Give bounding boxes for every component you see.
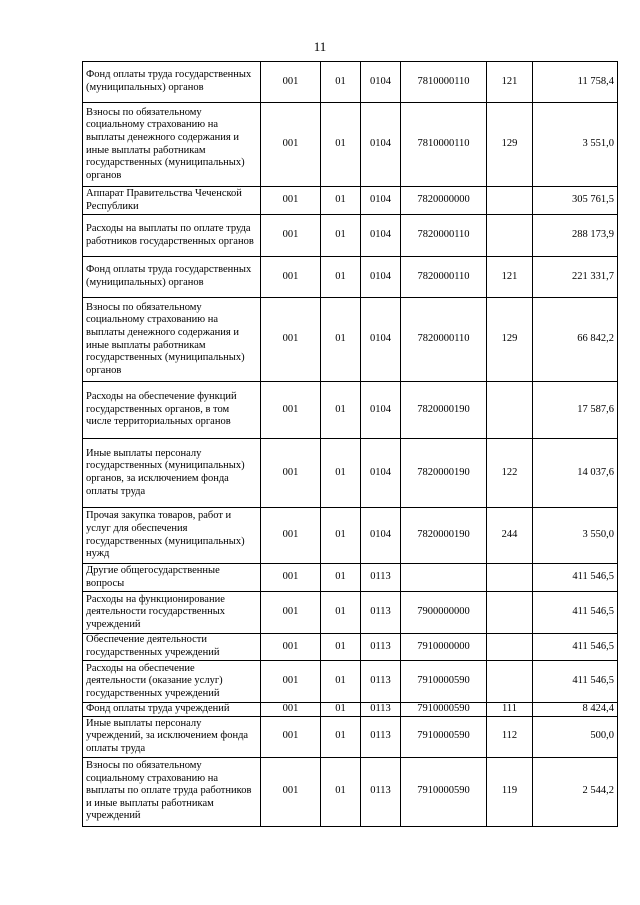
budget-table bbox=[82, 61, 618, 827]
cell-rz: 01 bbox=[321, 439, 361, 508]
cell-csr: 7910000000 bbox=[401, 634, 487, 661]
cell-csr: 7910000590 bbox=[401, 703, 487, 717]
cell-vr: 121 bbox=[487, 62, 533, 103]
cell-name: Взносы по обязательному социальному страхованию на выплаты по оплате труда работников и иные выплаты работникам учреждений bbox=[83, 757, 261, 826]
cell-name: Иные выплаты персоналу учреждений, за исключением фонда оплаты труда bbox=[83, 716, 261, 757]
cell-pr: 0113 bbox=[361, 757, 401, 826]
cell-pr: 0113 bbox=[361, 592, 401, 634]
table-row bbox=[83, 103, 618, 187]
cell-vr: 119 bbox=[487, 757, 533, 826]
cell-pr: 0113 bbox=[361, 703, 401, 717]
cell-pr: 0113 bbox=[361, 564, 401, 592]
table-row bbox=[83, 62, 618, 103]
table-row bbox=[83, 703, 618, 717]
cell-glava: 001 bbox=[261, 382, 321, 439]
cell-sum: 11 758,4 bbox=[533, 62, 618, 103]
cell-sum: 66 842,2 bbox=[533, 298, 618, 382]
cell-rz: 01 bbox=[321, 187, 361, 215]
table-row bbox=[83, 439, 618, 508]
cell-name: Аппарат Правительства Чеченской Республики bbox=[83, 187, 261, 215]
cell-rz: 01 bbox=[321, 757, 361, 826]
cell-rz: 01 bbox=[321, 703, 361, 717]
cell-csr: 7910000590 bbox=[401, 757, 487, 826]
cell-pr: 0104 bbox=[361, 103, 401, 187]
table-row bbox=[83, 508, 618, 564]
cell-glava: 001 bbox=[261, 439, 321, 508]
table-row bbox=[83, 382, 618, 439]
cell-csr: 7910000590 bbox=[401, 716, 487, 757]
cell-rz: 01 bbox=[321, 215, 361, 257]
cell-csr: 7820000110 bbox=[401, 298, 487, 382]
cell-sum: 8 424,4 bbox=[533, 703, 618, 717]
cell-csr: 7820000110 bbox=[401, 257, 487, 298]
cell-sum: 17 587,6 bbox=[533, 382, 618, 439]
cell-glava: 001 bbox=[261, 62, 321, 103]
cell-glava: 001 bbox=[261, 592, 321, 634]
cell-vr: 111 bbox=[487, 703, 533, 717]
cell-rz: 01 bbox=[321, 508, 361, 564]
cell-pr: 0113 bbox=[361, 661, 401, 703]
cell-sum: 2 544,2 bbox=[533, 757, 618, 826]
cell-name: Расходы на обеспечение функций государственных органов, в том числе территориальных органов bbox=[83, 382, 261, 439]
table-row bbox=[83, 298, 618, 382]
cell-sum: 288 173,9 bbox=[533, 215, 618, 257]
cell-csr: 7900000000 bbox=[401, 592, 487, 634]
cell-name: Расходы на выплаты по оплате труда работников государственных органов bbox=[83, 215, 261, 257]
table-row bbox=[83, 592, 618, 634]
cell-vr bbox=[487, 382, 533, 439]
cell-csr: 7820000110 bbox=[401, 215, 487, 257]
cell-sum: 3 550,0 bbox=[533, 508, 618, 564]
cell-rz: 01 bbox=[321, 634, 361, 661]
cell-pr: 0104 bbox=[361, 62, 401, 103]
cell-pr: 0104 bbox=[361, 187, 401, 215]
cell-vr: 121 bbox=[487, 257, 533, 298]
cell-name: Другие общегосударственные вопросы bbox=[83, 564, 261, 592]
table-row bbox=[83, 187, 618, 215]
cell-name: Взносы по обязательному социальному страхованию на выплаты денежного содержания и иные выплаты работникам государственных (муниципальных) органов bbox=[83, 298, 261, 382]
cell-glava: 001 bbox=[261, 716, 321, 757]
cell-sum: 221 331,7 bbox=[533, 257, 618, 298]
cell-csr: 7820000000 bbox=[401, 187, 487, 215]
cell-glava: 001 bbox=[261, 564, 321, 592]
cell-name: Обеспечение деятельности государственных учреждений bbox=[83, 634, 261, 661]
cell-rz: 01 bbox=[321, 298, 361, 382]
cell-rz: 01 bbox=[321, 382, 361, 439]
cell-pr: 0113 bbox=[361, 716, 401, 757]
table-row bbox=[83, 757, 618, 826]
cell-rz: 01 bbox=[321, 257, 361, 298]
cell-vr bbox=[487, 634, 533, 661]
cell-glava: 001 bbox=[261, 298, 321, 382]
cell-vr: 112 bbox=[487, 716, 533, 757]
cell-csr: 7820000190 bbox=[401, 382, 487, 439]
cell-glava: 001 bbox=[261, 661, 321, 703]
cell-vr bbox=[487, 592, 533, 634]
cell-vr: 129 bbox=[487, 103, 533, 187]
cell-vr bbox=[487, 187, 533, 215]
table-row bbox=[83, 634, 618, 661]
cell-pr: 0104 bbox=[361, 257, 401, 298]
cell-pr: 0104 bbox=[361, 215, 401, 257]
cell-rz: 01 bbox=[321, 716, 361, 757]
cell-glava: 001 bbox=[261, 215, 321, 257]
table-body bbox=[83, 62, 618, 827]
cell-rz: 01 bbox=[321, 62, 361, 103]
cell-glava: 001 bbox=[261, 757, 321, 826]
cell-name: Фонд оплаты труда государственных (муниципальных) органов bbox=[83, 257, 261, 298]
cell-name: Взносы по обязательному социальному страхованию на выплаты денежного содержания и иные выплаты работникам государственных (муниципальных) органов bbox=[83, 103, 261, 187]
cell-name: Прочая закупка товаров, работ и услуг для обеспечения государственных (муниципальных) нужд bbox=[83, 508, 261, 564]
cell-vr bbox=[487, 661, 533, 703]
cell-vr bbox=[487, 564, 533, 592]
cell-csr: 7820000190 bbox=[401, 508, 487, 564]
cell-csr: 7810000110 bbox=[401, 103, 487, 187]
table-row bbox=[83, 661, 618, 703]
table-row bbox=[83, 564, 618, 592]
cell-sum: 14 037,6 bbox=[533, 439, 618, 508]
cell-vr: 122 bbox=[487, 439, 533, 508]
cell-csr: 7910000590 bbox=[401, 661, 487, 703]
cell-name: Иные выплаты персоналу государственных (муниципальных) органов, за исключением фонда оплаты труда bbox=[83, 439, 261, 508]
cell-rz: 01 bbox=[321, 103, 361, 187]
cell-pr: 0104 bbox=[361, 298, 401, 382]
table-row bbox=[83, 257, 618, 298]
cell-name: Фонд оплаты труда государственных (муниципальных) органов bbox=[83, 62, 261, 103]
cell-rz: 01 bbox=[321, 564, 361, 592]
cell-sum: 411 546,5 bbox=[533, 634, 618, 661]
cell-pr: 0113 bbox=[361, 634, 401, 661]
cell-vr bbox=[487, 215, 533, 257]
cell-sum: 411 546,5 bbox=[533, 592, 618, 634]
cell-sum: 411 546,5 bbox=[533, 564, 618, 592]
cell-glava: 001 bbox=[261, 703, 321, 717]
table-row bbox=[83, 215, 618, 257]
cell-vr: 244 bbox=[487, 508, 533, 564]
cell-glava: 001 bbox=[261, 257, 321, 298]
cell-glava: 001 bbox=[261, 508, 321, 564]
cell-sum: 3 551,0 bbox=[533, 103, 618, 187]
cell-pr: 0104 bbox=[361, 508, 401, 564]
table-row bbox=[83, 716, 618, 757]
cell-name: Фонд оплаты труда учреждений bbox=[83, 703, 261, 717]
page-number: 11 bbox=[313, 39, 327, 54]
cell-glava: 001 bbox=[261, 103, 321, 187]
cell-rz: 01 bbox=[321, 592, 361, 634]
cell-sum: 500,0 bbox=[533, 716, 618, 757]
cell-csr bbox=[401, 564, 487, 592]
cell-pr: 0104 bbox=[361, 439, 401, 508]
cell-glava: 001 bbox=[261, 634, 321, 661]
cell-name: Расходы на обеспечение деятельности (оказание услуг) государственных учреждений bbox=[83, 661, 261, 703]
cell-pr: 0104 bbox=[361, 382, 401, 439]
cell-rz: 01 bbox=[321, 661, 361, 703]
cell-sum: 411 546,5 bbox=[533, 661, 618, 703]
cell-csr: 7820000190 bbox=[401, 439, 487, 508]
cell-csr: 7810000110 bbox=[401, 62, 487, 103]
cell-glava: 001 bbox=[261, 187, 321, 215]
cell-name: Расходы на функционирование деятельности государственных учреждений bbox=[83, 592, 261, 634]
cell-vr: 129 bbox=[487, 298, 533, 382]
cell-sum: 305 761,5 bbox=[533, 187, 618, 215]
